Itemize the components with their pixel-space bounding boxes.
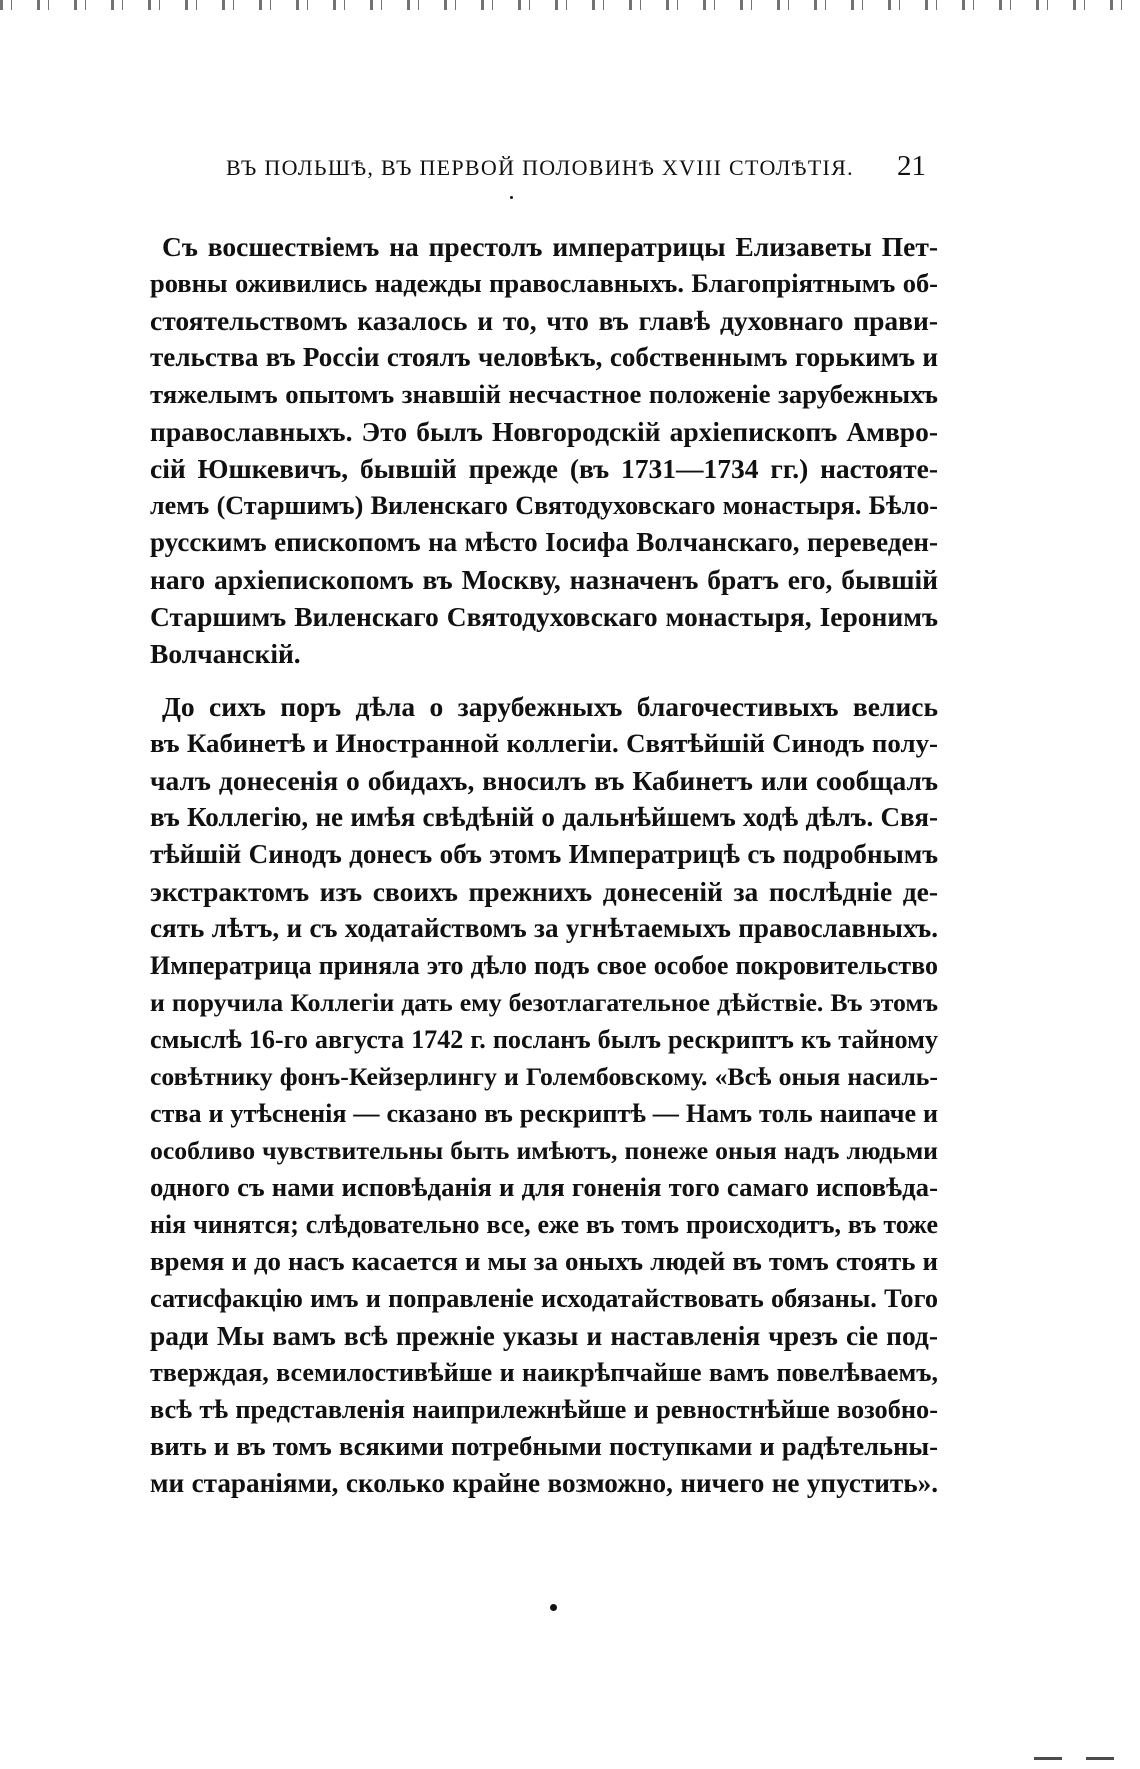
text-line: ства и утѣсненія — сказано въ рескриптѣ — Намъ толь наипаче и	[150, 1099, 938, 1128]
paragraph-2	[150, 688, 938, 1502]
text-line: сатисфакцію имъ и поправленіе исходатайствовать обязаны. Того	[150, 1284, 938, 1313]
scan-edge-bottom	[1034, 1757, 1134, 1760]
text-line: сій Юшкевичъ, бывшій прежде (въ 1731—1734 гг.) настояте-	[150, 453, 938, 484]
text-line: время и до насъ касается и мы за оныхъ людей въ томъ стоять и	[150, 1246, 938, 1276]
text-line: въ Кабинетѣ и Иностранной коллегіи. Святѣйшій Синодъ полу-	[150, 728, 938, 758]
text-line: лемъ (Старшимъ) Виленскаго Святодуховскаго монастыря. Бѣло-	[150, 491, 938, 520]
text-line: Старшимъ Виленскаго Святодуховскаго монастыря, Іеронимъ	[150, 601, 938, 632]
paragraph-1	[150, 228, 938, 672]
text-line: смыслѣ 16-го августа 1742 г. посланъ былъ рескриптъ къ тайному	[150, 1025, 938, 1054]
text-line: русскимъ епископомъ на мѣсто Іосифа Волчанскаго, переведен-	[150, 527, 938, 557]
text-line: тѣйшій Синодъ донесъ объ этомъ Императрицѣ съ подробнымъ	[150, 839, 938, 869]
text-line: Волчанскій.	[150, 638, 301, 669]
text-line: всѣ тѣ представленія наиприлежнѣйше и ревностнѣйше возобно-	[150, 1395, 938, 1424]
ink-dot	[550, 1604, 557, 1611]
text-line: ровны оживились надежды православныхъ. Благопріятнымъ об-	[150, 268, 938, 298]
text-line: вить и въ томъ всякими потребными поступками и радѣтельны-	[150, 1431, 938, 1461]
text-line: особливо чувствительны быть имѣютъ, понеже оныя надъ людьми	[150, 1136, 938, 1165]
text-line: совѣтнику фонъ-Кейзерлингу и Голембовскому. «Всѣ оныя насиль-	[150, 1062, 938, 1091]
page-number: 21	[897, 150, 926, 182]
text-line: сять лѣтъ, и съ ходатайствомъ за угнѣтаемыхъ православныхъ.	[150, 913, 938, 943]
text-line: тельства въ Россіи стоялъ человѣкъ, собственнымъ горькимъ и	[150, 342, 938, 372]
text-line: одного съ нами исповѣданія и для гоненія того самаго исповѣда-	[150, 1172, 938, 1202]
text-line: ради Мы вамъ всѣ прежніе указы и наставленія чрезъ сіе под-	[150, 1320, 938, 1351]
ink-speck	[510, 196, 513, 199]
text-line: и поручила Коллегіи дать ему безотлагательное дѣйствіе. Въ этомъ	[150, 988, 938, 1017]
text-line: стоятельствомъ казалось и то, что въ главѣ духовнаго прави-	[150, 305, 938, 336]
text-line: Съ восшествіемъ на престолъ императрицы Елизаветы Пет-	[162, 231, 938, 262]
text-line: экстрактомъ изъ своихъ прежнихъ донесеній за послѣдніе де-	[150, 876, 938, 907]
running-title: ВЪ ПОЛЬШѢ, ВЪ ПЕРВОЙ ПОЛОВИНѢ XVIII СТОЛѢТІЯ.	[226, 155, 854, 180]
page-header	[226, 150, 926, 190]
text-line: тяжелымъ опытомъ знавшій несчастное положеніе зарубежныхъ	[150, 379, 938, 409]
text-line: До сихъ поръ дѣла о зарубежныхъ благочестивыхъ велись	[162, 691, 938, 722]
text-line: Императрица приняла это дѣло подъ свое особое покровительство	[150, 951, 938, 980]
text-line: чалъ донесенія о обидахъ, вносилъ въ Кабинетъ или сообщалъ	[150, 765, 938, 796]
text-line: въ Коллегію, не имѣя свѣдѣній о дальнѣйшемъ ходѣ дѣлъ. Свя-	[150, 802, 938, 832]
text-line: православныхъ. Это былъ Новгородскій архіепископъ Амвро-	[150, 416, 938, 447]
text-line: наго архіепископомъ въ Москву, назначенъ братъ его, бывшій	[150, 564, 938, 595]
text-line: нія чинятся; слѣдовательно все, еже въ томъ происходитъ, въ тоже	[150, 1210, 938, 1239]
body-text	[150, 228, 938, 1518]
scan-edge-top	[0, 0, 1140, 10]
text-line: ми стараніями, сколько крайне возможно, ничего не упустить».	[150, 1468, 938, 1498]
text-line: тверждая, всемилостивѣйше и наикрѣпчайше вамъ повелѣваемъ,	[150, 1358, 938, 1387]
